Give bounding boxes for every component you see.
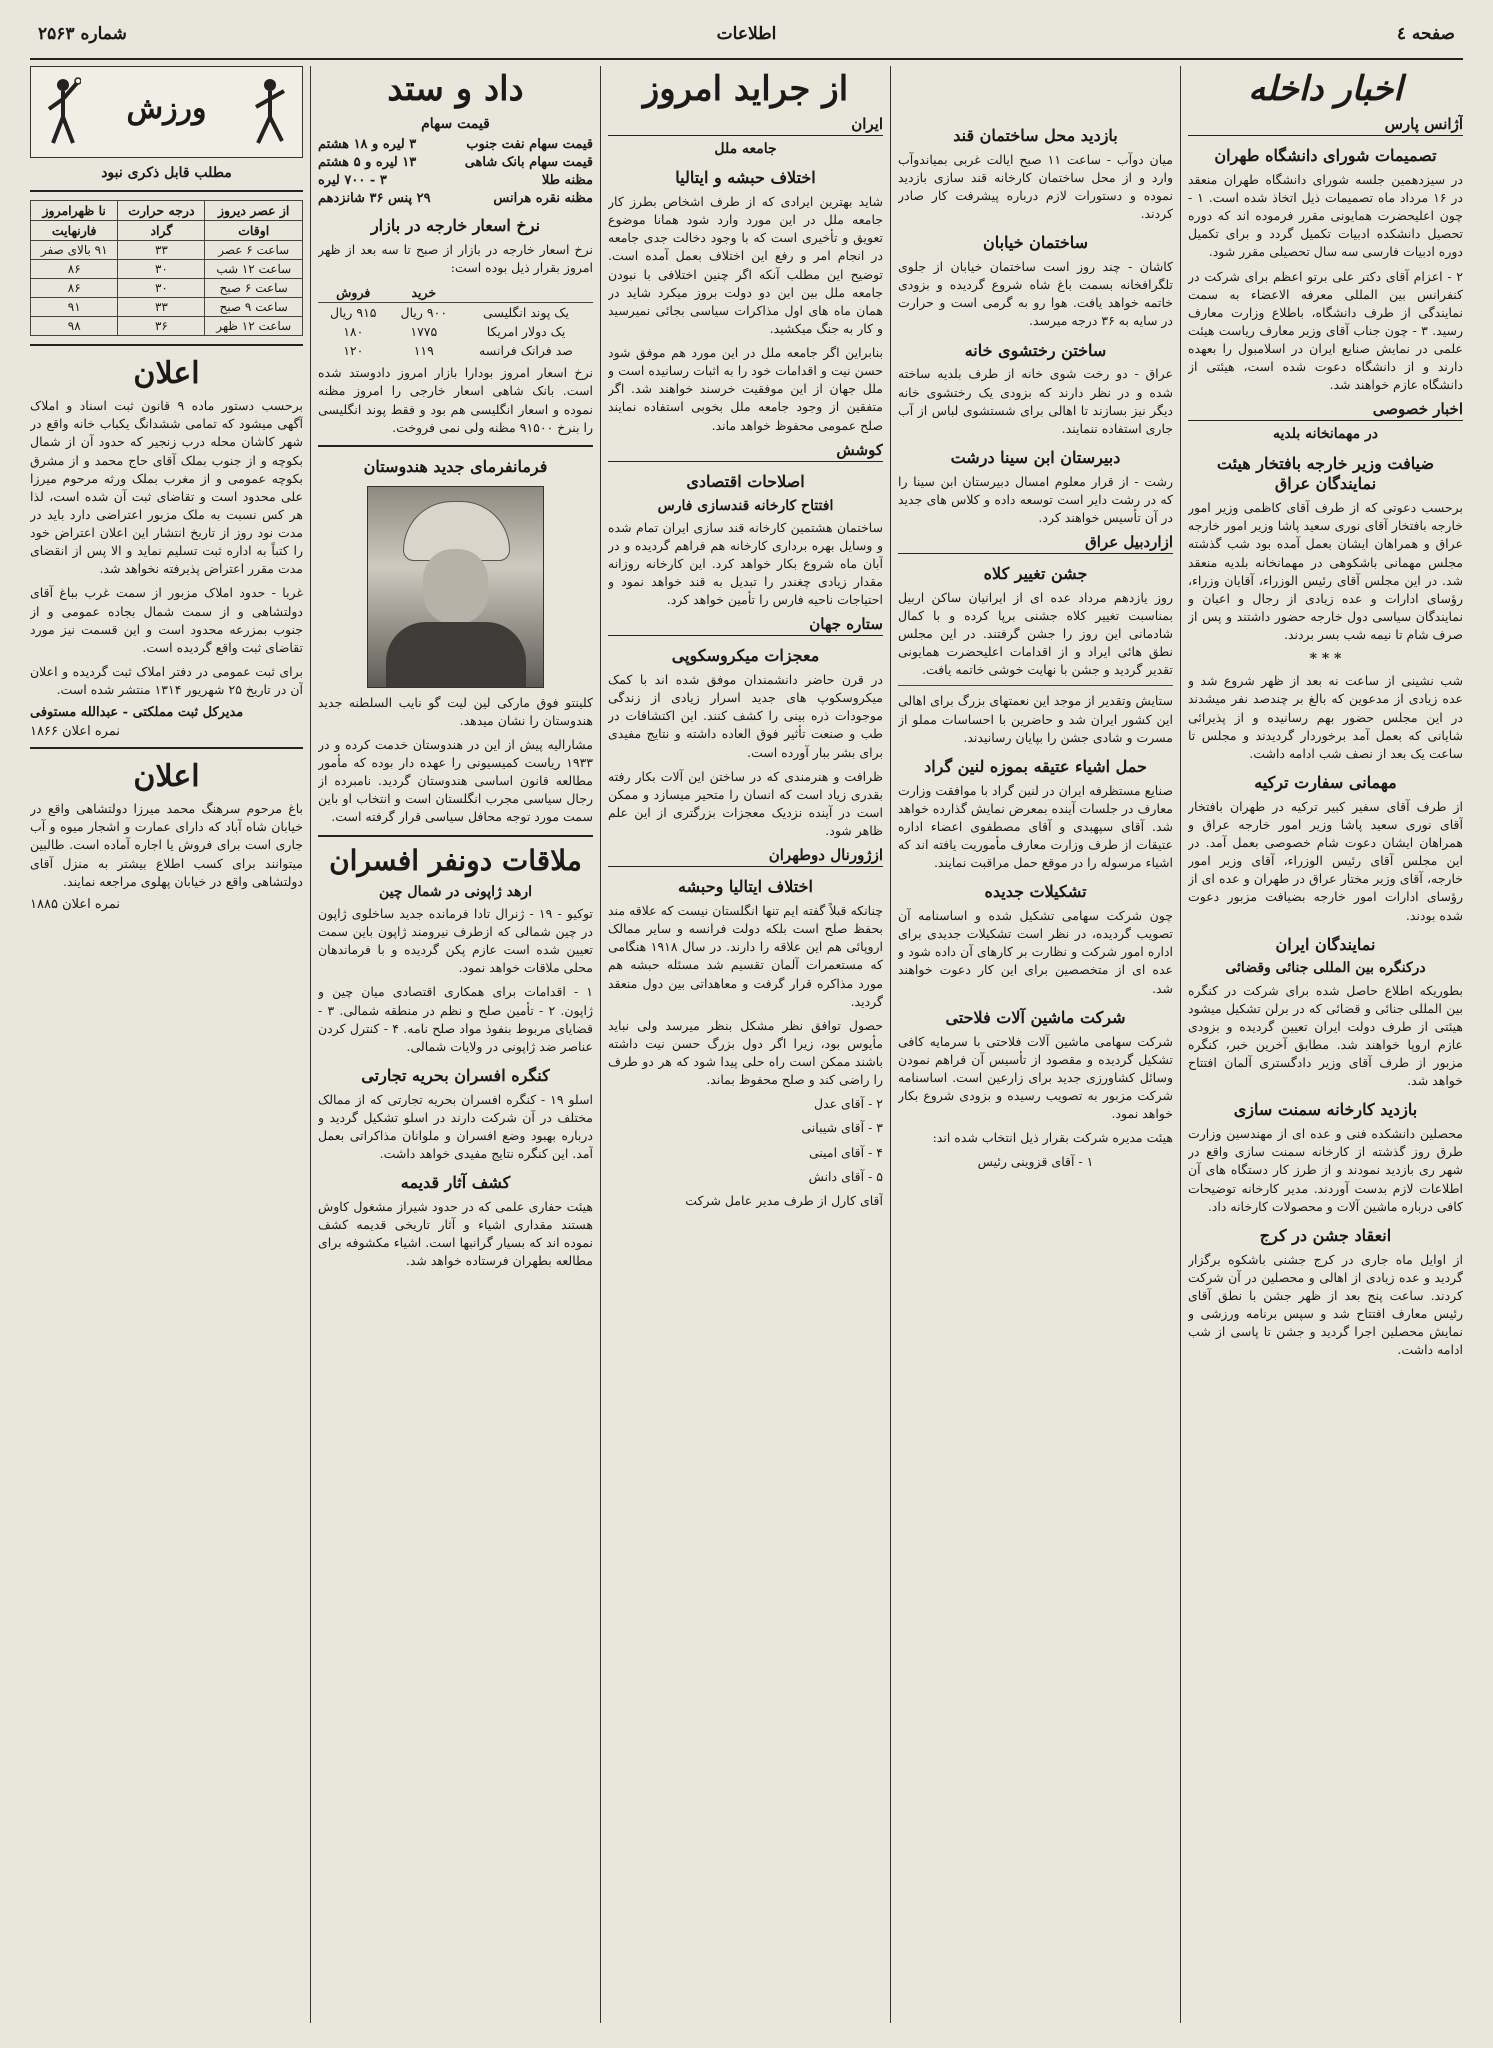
article-text: از طرف آقای سفیر کبیر ترکیه در طهران بافتخار آقای نوری سعید پاشا وزیر امور خارجه عراق و همراهان ایشان دعوت شام خصوصی بعمل آمد. در این مجلس آقای رئیس الوزراء، آقای وزیر امور خارجه، آقای وزیر مختار عراق در طهران و عده ای از رؤسای ادارات امور خارجه بضیافت مزبور دعوت شده بودند. xyxy=(1188,798,1463,923)
page-number: صفحه ٤ xyxy=(1396,24,1455,44)
headline-sugar-factory: بازدید محل ساختمان قند xyxy=(953,126,1118,145)
private-news-header: اخبار خصوصی xyxy=(1188,400,1463,421)
tennis-player-icon xyxy=(45,77,81,147)
newspaper-page xyxy=(30,18,1463,2023)
board-list-item: ۵ - آقای دانش xyxy=(808,1168,883,1184)
headline-laundry: ساختن رختشوی خانه xyxy=(964,340,1107,360)
sports-logo xyxy=(30,66,303,158)
article-text: ظرافت و هنرمندی که در ساختن این آلات بکار رفته بقدری زیاد است که انسان را متحیر میسازد و ممکن است در آینده نزدیک معجزات بزرگتری از این علم ظاهر شود. xyxy=(608,768,883,839)
headline-microscope: معجزات میکروسکوپی xyxy=(671,646,820,666)
article-text: روز یازدهم مرداد عده ای از ایرانیان ساکن اربیل بمناسبت تغییر کلاه جشنی برپا کرده و با کمال شادمانی این روز را جشن گرفتند. در این مجلس نطق هائی ایراد و از اقدامات اعلیحضرت همایونی تقدیر گردید و جشن با نهایت خوشی خاتمه یافت. xyxy=(898,589,1173,678)
article-text: نرخ اسعار امروز بودارا بازار امروز دادوستد شده است. بانک شاهی اسعار خارجی را امروز مظنه نموده و اسعار انگلیسی هم بود و فقط پوند انگلیسی را بنرخ ۹۱۵۰۰ مظنه ولی نمی فروخت. xyxy=(318,365,593,435)
article-text: هیئت حفاری علمی که در حدود شیراز مشغول کاوش هستند مقداری اشیاء و آثار تاریخی قدیمه کشف نموده اند که بسیار گرانبها است. اشیاء مکشوفه برای مطالعه بطهران فرستاده خواهد شد. xyxy=(318,1198,593,1269)
sports-title: ورزش xyxy=(126,91,207,126)
table-row: ساعت ۹ صبح ۳۳ ۹۱ xyxy=(31,298,303,317)
article-text: کاشان - چند روز است ساختمان خیابان از جلوی تلگرافخانه بسمت باغ شاه شروع گردیده و بزودی خاتمه خواهد یافت. هوا رو به گرمی است و حرارت در سایه به ۳۶ درجه میرسد. xyxy=(898,259,1173,329)
article-text: ۱ - اقدامات برای همکاری اقتصادی میان چین و ژاپون. ۲ - تأمین صلح و نظم در منطقه شمالی. ۳ - قضایای مربوط بنفوذ مواد صلح نامه. ۴ - کنترل کردن عناصر ضد ژاپونی در ولایات شمالی. xyxy=(318,984,593,1054)
ad-number: نمره اعلان ۱۸۶۶ xyxy=(30,724,120,740)
headline-agricultural-machines: شرکت ماشین آلات فلاحتی xyxy=(945,1007,1126,1027)
ad-text: غربا - حدود املاک مزبور از سمت غرب بباغ آقای دولتشاهی و از سمت شمال بجاده عمومی و از جنوب بمزرعه محدود است و این قسمت نیز مورد تقاضای ثبت واقع گردیده است. xyxy=(30,585,303,655)
headline-hat-festival: جشن تغییر کلاه xyxy=(983,564,1088,584)
column-domestic-news xyxy=(1188,66,1463,2023)
stock-row: مظنه طلا ۳ - ۷۰۰ لیره xyxy=(318,173,593,189)
table-row: ساعت ۶ صبح ۳۰ ۸۶ xyxy=(31,279,303,298)
column-provinces xyxy=(898,66,1173,2023)
ad-text: برحسب دستور ماده ۹ قانون ثبت اسناد و املاک آگهی میشود که تمامی ششدانگ یکباب خانه واقع در شهر کاشان محله درب زنجیر که حدود آن از شمال بکوچه و از جنوب بملک آقای حاج محمد و از مشرق بکوچه عمومی و از مغرب بملک ورثه مرحوم میرزا علی محدود است و تقاضای ثبت آن شده است، لذا هر کس نسبت به ملک مزبور اعتراضی دارد باید در مدت نود روز از تاریخ انتشار این اعلان اعتراض خود را کتباً به اداره ثبت تسلیم نماید و الا پس از انقضای مدت مقرر اعتراض پذیرفته نخواهد شد. xyxy=(30,398,303,577)
column-rule xyxy=(890,66,891,2023)
issue-number: شماره ۲۵۶۳ xyxy=(38,24,127,44)
headline-karaj-celebration: انعقاد جشن در کرج xyxy=(1259,1225,1392,1245)
headline-street: ساختمان خیابان xyxy=(982,233,1089,253)
headline-university: تصمیمات شورای دانشگاه طهران xyxy=(1214,146,1437,166)
table-header-row: خرید فروش xyxy=(318,283,593,303)
headline-abyssinia: اختلاف حبشه و ایتالیا xyxy=(675,168,816,188)
headline-naval-congress: کنگره افسران بحریه تجارتی xyxy=(361,1065,550,1085)
article-text: نرخ اسعار خارجه در بازار از صبح تا سه بعد از ظهر امروز بقرار ذیل بوده است: xyxy=(318,242,593,276)
column-market xyxy=(318,66,593,2023)
paper-name: اطلاعات xyxy=(716,24,777,44)
table-row: ساعت ۶ عصر ۳۳ ۹۱ بالای صفر xyxy=(31,241,303,260)
headline-ardabil: ازاردبیل عراق xyxy=(898,533,1173,554)
headline: درکنگره بین المللی جنائی وقضائی xyxy=(1225,960,1426,977)
headline-iran-representatives: نمایندگان ایران xyxy=(1275,934,1376,954)
board-list-item: ۳ - آقای شیبانی xyxy=(801,1120,883,1136)
stock-row: قیمت سهام بانک شاهی ۱۳ لیره و ۵ هشتم xyxy=(318,155,593,171)
ad-text: باغ مرحوم سرهنگ محمد میرزا دولتشاهی واقع در خیابان شاه آباد که دارای عمارت و اشجار میوه و آب جاری است برای فروش یا اجاره آماده است. طالبین میتوانند برای کسب اطلاع بیشتر به منزل آقای دولتشاهی واقع در خیابان پهلوی مراجعه نمایند. xyxy=(30,801,303,889)
headline-high-school: دبیرستان ابن سینا درشت xyxy=(950,447,1121,467)
viceroy-photo xyxy=(367,486,544,688)
article-text: حصول توافق نظر مشکل بنظر میرسد ولی نباید مأیوس بود، زیرا اگر دول بزرگ حسن نیت داشته باشند ممکن است راه حلی پیدا شود که هر دو طرف را راضی کند و صلح محفوظ بماند. xyxy=(608,1017,883,1088)
pars-agency-header: آژانس پارس xyxy=(1188,115,1463,136)
source-name: جامعه ملل xyxy=(714,141,777,158)
article-text: شب نشینی از ساعت نه بعد از ظهر شروع شد و عده زیادی از مدعوین که بالغ بر چندصد نفر میشدند در این مجلس حضور بهم رسانیده و از پذیرائی شایانی که بعمل آمد برخوردار گردیدند و مجلس تا ساعت یک بعد از نصف شب ادامه داشت. xyxy=(1188,673,1463,761)
ad-text: برای ثبت عمومی در دفتر املاک ثبت گردیده و اعلان آن در تاریخ ۲۵ شهریور ۱۳۱۴ منتشر شده است. xyxy=(30,663,303,698)
article-text: هیئت مدیره شرکت بقرار ذیل انتخاب شده اند: xyxy=(932,1130,1173,1146)
board-list-item: آقای کارل از طرف مدیر عامل شرکت xyxy=(685,1192,883,1208)
headline: در مهمانخانه بلدیه xyxy=(1273,426,1378,443)
headline-antiques-leningrad: حمل اشیاء عتیقه بموزه لنین گراد xyxy=(924,756,1147,776)
table-header-row: از عصر دیروز درجه حرارت نا ظهرامروز xyxy=(31,201,303,221)
article-text: صنایع مستظرفه ایران در لنین گراد با موافقت وزارت معارف در جلسات آینده بمعرض نمایش گذارده خواهد شد. آقای سپهبدی و آقای مصطفوی اعضاء اداره عتیقات از طرف وزارت معارف مأموریت یافته اند که اشیاء مرسوله را در موقع حمل مراقبت نمایند. xyxy=(898,782,1173,871)
board-list-item: ۲ - آقای عدل xyxy=(813,1096,883,1112)
table-row: یک پوند انگلیسی ۹۰۰ ریال ۹۱۵ ریال xyxy=(329,305,569,321)
board-list-item: ۴ - آقای امینی xyxy=(808,1144,883,1160)
article-text: مشارالیه پیش از این در هندوستان خدمت کرده و در ۱۹۳۳ ریاست کمیسیونی را عهده دار بوده که مأمور مطالعه قانون اساسی هندوستان گردید. نامبرده از رجال سیاسی مجرب انگلستان است و انتخاب او باین سمت مورد توجه محافل سیاسی قرار گرفته است. xyxy=(318,736,593,825)
sports-note: مطلب قابل ذکری نبود xyxy=(101,165,232,181)
column-rule xyxy=(600,66,601,2023)
article-text: ستایش وتقدیر از موجد این نعمتهای بزرگ برای اهالی این کشور ایران شد و حاضرین با احساسات مملو از مسرت و شادی جشن را بپایان رسانیدند. xyxy=(898,693,1173,745)
article-text: ۲ - اعزام آقای دکتر علی برتو اعظم برای شرکت در کنفرانس بین المللی معرفه الاعضاء به سمت نمایندگی از طرف دانشگاه، باطلاع وزارت معارف رسید. ۳ - چون جناب آقای وزیر معارف ریاست هیئت علمی در نمایش صنایع ایران در اسلامبول را بعهده دارند و از دانشگاه دعوت شده است، هیئتی از دانشگاه عازم خواهند شد. xyxy=(1188,268,1463,393)
ad-title: اعلان xyxy=(133,356,200,392)
ad-signature: مدیرکل ثبت مملکتی - عبدالله مستوفی xyxy=(30,705,244,721)
article-text: اسلو ۱۹ - کنگره افسران بحریه تجارتی که از ممالک مختلف در آن شرکت دارند در اسلو تشکیل گردید و درباره بهبود وضع افسران و ملوانان مذاکراتی بعمل آمد. این کنگره نتایج مفیدی خواهد داشت. xyxy=(318,1091,593,1162)
section-title-domestic: اخبار داخله xyxy=(1248,69,1403,109)
masthead xyxy=(30,18,1463,60)
article-text: برحسب دعوتی که از طرف آقای کاظمی وزیر امور خارجه بافتخار آقای نوری سعید پاشا وزیر امور خارجه عراق و همراهان ایشان بعمل آمده بود شب گذشته مجلس مهمانی باشکوهی در مهمانخانه بلدیه منعقد شد. در این مجلس آقای رئیس الوزراء، آقایان وزراء، رؤسای ادارات و عده زیادی از رجال و اعیان و نمایندگان سیاسی دول خارجه حضور داشتند و پس از صرف شام تا نیمه شب بسر بردند. xyxy=(1188,500,1463,643)
headline-antiquities: کشف آثار قدیمه xyxy=(400,1173,511,1193)
article-text: چنانکه قبلاً گفته ایم تنها انگلستان نیست که علاقه مند بحفظ صلح است بلکه دولت فرانسه و سایر ممالک اروپائی هم این علاقه را دارند. در سال ۱۹۱۸ هنگامی که مستعمرات آلمان تقسیم شد مسئله حبشه هم مورد مذاکره قرار گرفت و معاهداتی بین دول منعقد گردید. xyxy=(608,903,883,1009)
source-name: ستاره جهان xyxy=(608,615,883,636)
article-text: بطوریکه اطلاع حاصل شده برای شرکت در کنگره بین المللی جنائی و قضائی که در برلن تشکیل میشود هیئتی از طرف دولت ایران تعیین گردیده و بزودی عازم اروپا خواهند شد. مطابق آخرین خبر، کنگره مزبور از طرف آقای وزیر دادگستری آلمان افتتاح خواهد شد. xyxy=(1188,982,1463,1089)
ad-number: نمره اعلان ۱۸۸۵ xyxy=(30,896,120,912)
article-text: شرکت سهامی ماشین آلات فلاحتی با سرمایه کافی تشکیل گردیده و مقصود از تأسیس آن فراهم نمودن وسائل کشاورزی جدید برای زارعین است. اساسنامه شرکت مزبور به تصویب رسیده و بزودی شروع بکار خواهد نمود. xyxy=(898,1033,1173,1121)
headline-japanese-army: ارهد ژاپونی در شمال چین xyxy=(378,883,532,900)
headline-fars-sugar: افتتاح کارخانه قندسازی فارس xyxy=(657,497,834,514)
photo-caption: کلینتو فوق مارکی لین لیت گو نایب السلطنه جدید هندوستان را نشان میدهد. xyxy=(318,694,593,728)
ad-title: اعلان xyxy=(133,759,200,795)
runner-icon xyxy=(252,77,288,147)
headline-turkish-embassy: مهمانی سفارت ترکیه xyxy=(1254,772,1397,792)
temperature-table xyxy=(30,200,303,336)
article-text: در سیزدهمین جلسه شورای دانشگاه طهران منعقد در ۱۶ مرداد ماه تصمیمات ذیل اتخاذ شده است. ۱ - چون اعلیحضرت همایونی مقرر فرموده اند که دوره تحصیل دانشکده ادبیات تکمیل گردد و برای تکمیل دوره ادبیات فارسی سه سال تحصیلی مقرر شود. xyxy=(1188,171,1463,260)
stock-row: قیمت سهام نفت جنوب ۳ لیره و ۱۸ هشتم xyxy=(318,137,593,153)
table-header-row: اوقات گراد فارنهایت xyxy=(31,221,303,241)
article-text: محصلین دانشکده فنی و عده ای از مهندسین وزارت طرق روز گذشته از کارخانه سمنت سازی واقع در شهر ری بازدید نمودند و از طرز کار دستگاه های آن اطلاعات لازم بدست آوردند. مدیر کارخانه توضیحات کافی درباره ماشین آلات و محصولات کارخانه داد. xyxy=(1188,1126,1463,1214)
article-text: بنابراین اگر جامعه ملل در این مورد هم موفق شود حسن نیت و اقدامات خود را به اثبات رسانیده است و ملل جهان از این موفقیت خرسند خواهند شد. اگر متفقین از وجود جامعه ملل بخوبی استفاده نمایند صلح عمومی محفوظ خواهد ماند. xyxy=(608,345,883,433)
stock-prices-header: قیمت سهام xyxy=(421,116,490,133)
table-row: صد فرانک فرانسه ۱۱۹ ۱۲۰ xyxy=(343,343,573,359)
section-title-press: از جراید امروز xyxy=(642,69,849,109)
headline-officers-meeting: ملاقات دونفر افسران xyxy=(329,843,582,877)
headline-banquet: ضیافت وزیر خارجه بافتخار هیئت نمایندگان عراق xyxy=(1216,453,1435,494)
table-row: یک دولار امریکا ۱۷۷۵ ۱۸۰ xyxy=(343,324,566,340)
table-row: ساعت ۱۲ شب ۳۰ ۸۶ xyxy=(31,260,303,279)
separator-stars: * * * xyxy=(1309,651,1342,668)
exchange-rate-table xyxy=(318,283,593,360)
article-text: توکیو - ۱۹ - ژنرال تادا فرمانده جدید ساخلوی ژاپون در چین شمالی که ازطرف نیرومند ژاپون باین سمت تعیین شده است عازم پکن گردیده و با فرماندهان محلی ملاقات خواهد نمود. xyxy=(318,905,593,976)
column-press-review xyxy=(608,66,883,2023)
column-rule xyxy=(310,66,311,2023)
article-text: عراق - دو رخت شوی خانه از طرف بلدیه ساخته شده و در نظر دارند که بزودی یک رختشوی خانه دیگر نیز بسازند تا اهالی برای شستشوی لباس از آب جاری استفاده ننمایند. xyxy=(898,366,1173,436)
headline-new-organization: تشکیلات جدیده xyxy=(984,882,1087,902)
headline-economic-reforms: اصلاحات اقتصادی xyxy=(686,471,805,491)
headline-cement-factory: بازدید کارخانه سمنت سازی xyxy=(1233,1100,1418,1120)
headline-exchange-rates: نرخ اسعار خارجه در بازار xyxy=(370,216,541,236)
section-iran: ایران xyxy=(608,115,883,136)
article-text: میان دوآب - ساعت ۱۱ صبح ایالت غربی بمیاندوآب وارد و از محل ساختمان کارخانه قند سازی بازدید نموده و دستورات لازم درباره پیشرفت کار صادر کردند. xyxy=(898,151,1173,222)
column-rule xyxy=(1180,66,1181,2023)
stock-row: مظنه نقره هرانس ۲۹ پنس ۳۶ شانزدهم xyxy=(318,191,593,207)
article-text: از اوایل ماه جاری در کرج جشنی باشکوه برگزار گردید و عده زیادی از اهالی و محصلین در آن شرکت کردند. ساعت پنج بعد از ظهر جشن با نطق آقای رئیس معارف افتتاح شد و سپس برنامه ورزشی و نمایش محصلین اجرا گردید و جشن تا پاسی از شب ادامه داشت. xyxy=(1188,1251,1463,1358)
headline-india-viceroy: فرمانفرمای جدید هندوستان xyxy=(363,456,548,476)
article-text: چون شرکت سهامی تشکیل شده و اساسنامه آن تصویب گردیده، در نظر است تشکیلات جدیدی برای اداره امور شرکت و نظارت بر کارهای آن داده شود و عده ای از متخصصین برای این کار دعوت خواهند شد. xyxy=(898,908,1173,996)
source-name: ازژورنال دوطهران xyxy=(608,846,883,867)
section-title-market: داد و ستد xyxy=(387,69,524,109)
article-text: در قرن حاضر دانشمندان موفق شده اند با کمک میکروسکوپ های جدید اسرار زیادی از زندگی موجودات ذره بینی را کشف کنند. این اکتشافات در طب و صنعت تأثیر فوق العاده داشته و نتایج مفیدی برای بشر ببار آورده است. xyxy=(608,672,883,760)
source-name: کوشش xyxy=(608,441,883,462)
column-sports-ads xyxy=(30,66,303,2023)
headline-italy-abyssinia: اختلاف ایتالیا وحبشه xyxy=(678,877,813,897)
article-text: شاید بهترین ایرادی که از طرف اشخاص بطرز کار جامعه ملل در این مورد وارد شود همانا موضوع تعویق و تأخیری است که با وجود دخالت جدی جامعه در انجام امر و رفع این اختلاف بعمل آمده است. توضیح این مطلب آنکه اگر چنین اختلافی با نبودن جامعه ملل بین این دو دولت بروز میکرد شاید در همان ماه های اول مذاکرات سیاسی بجائی نمیرسید و کار به جنگ میکشید. xyxy=(608,194,883,336)
article-text: ساختمان هشتمین کارخانه قند سازی ایران تمام شده و وسایل بهره برداری کارخانه هم فراهم گردیده و در آبان ماه شروع بکار خواهد کرد. این کارخانه روزانه مقدار زیادی چغندر را تبدیل به قند خواهد نمود و احتیاجات ناحیه فارس را تأمین خواهد کرد. xyxy=(608,519,883,608)
board-member: ۱ - آقای قزوینی رئیس xyxy=(977,1154,1094,1170)
table-row: ساعت ۱۲ ظهر ۳۶ ۹۸ xyxy=(31,317,303,336)
article-text: رشت - از قرار معلوم امسال دبیرستان ابن سینا را که در رشت دایر است توسعه داده و کلاس های جدید در آن تأسیس خواهند کرد. xyxy=(898,473,1173,525)
